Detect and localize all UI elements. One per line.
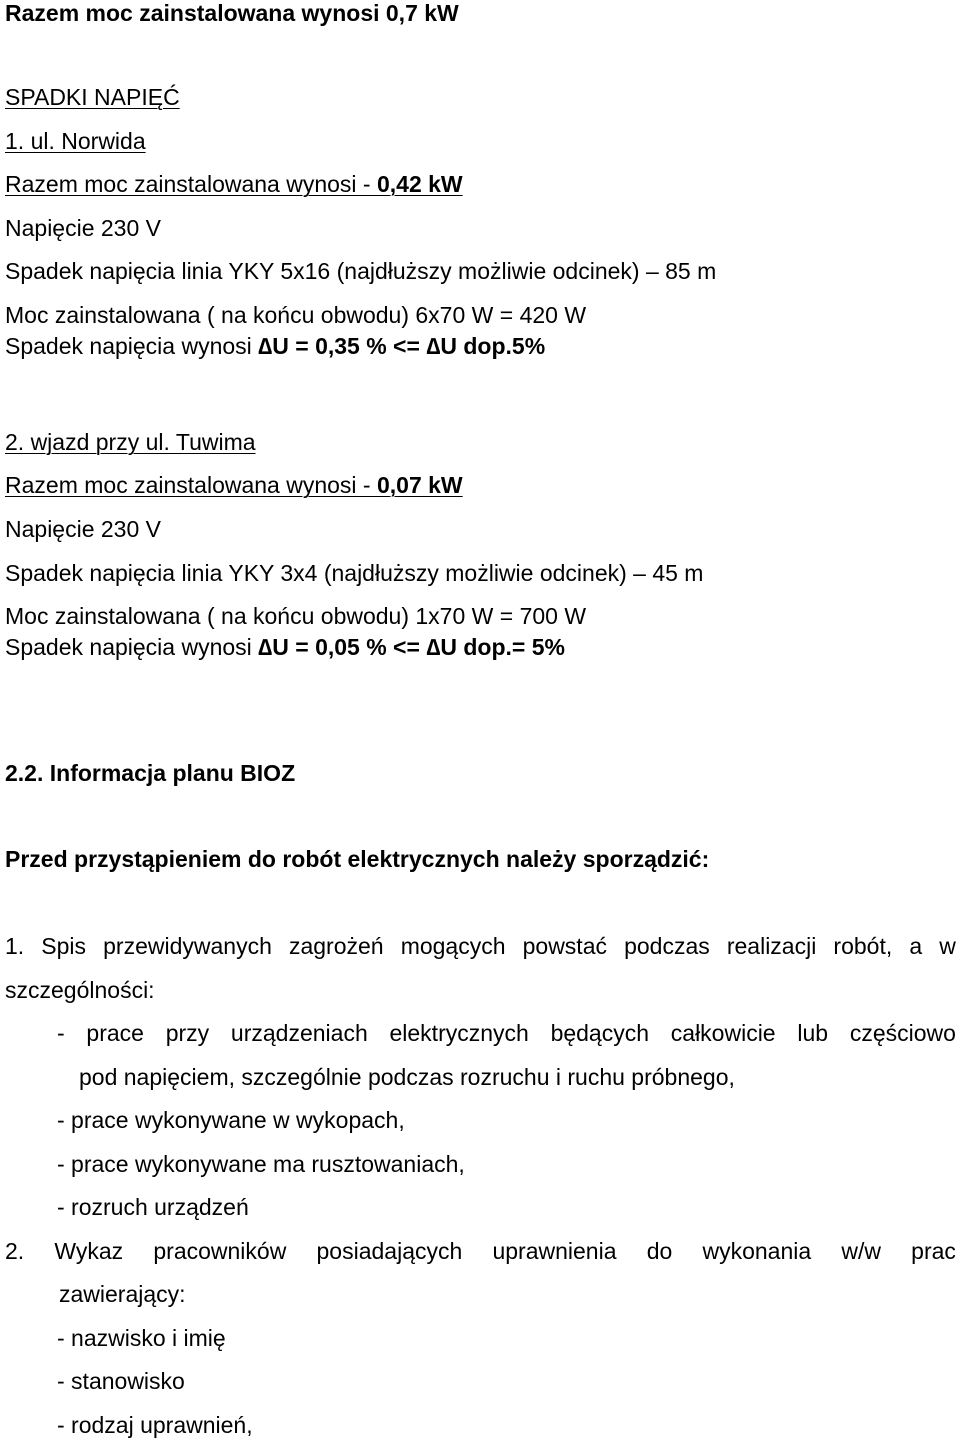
section1-drop-line <box>5 333 545 360</box>
word: pracowników <box>153 1238 287 1264</box>
word: 2. <box>5 1238 25 1264</box>
section1-title: 1. ul. Norwida <box>5 128 146 154</box>
word: 1. <box>5 933 25 959</box>
bioz-item1-line1 <box>5 933 956 960</box>
bioz-heading: 2.2. Informacja planu BIOZ <box>5 760 296 786</box>
word: urządzeniach <box>230 1020 368 1046</box>
hazard-item <box>57 1020 956 1047</box>
section1-installed: Moc zainstalowana ( na końcu obwodu) 6x70 W = 420 W <box>5 302 587 328</box>
word: przewidywanych <box>103 933 272 959</box>
section1-power-label: Razem moc zainstalowana wynosi - <box>5 171 377 197</box>
staff-item: - nazwisko i imię <box>57 1325 226 1351</box>
word: częściowo <box>849 1020 956 1046</box>
word: robót, <box>833 933 893 959</box>
section1-drop-value: ∆U = 0,35 % <= ∆U dop.5% <box>258 333 546 359</box>
hazard-item: - rozruch urządzeń <box>57 1194 249 1220</box>
staff-item: - stanowisko <box>57 1368 185 1394</box>
word: a <box>909 933 923 959</box>
section2-power-value: 0,07 kW <box>376 472 463 498</box>
section1-line-spec: Spadek napięcia linia YKY 5x16 (najdłuższy możliwie odcinek) – 85 m <box>5 258 717 284</box>
word: elektrycznych <box>389 1020 529 1046</box>
word: Wykaz <box>54 1238 124 1264</box>
staff-item: - rodzaj uprawnień, <box>57 1412 253 1438</box>
bioz-item2-line1 <box>5 1238 956 1265</box>
word: prace <box>86 1020 144 1046</box>
word: do <box>646 1238 673 1264</box>
word: lub <box>797 1020 829 1046</box>
section2-drop-value: ∆U = 0,05 % <= ∆U dop.= 5% <box>258 634 565 660</box>
section2-drop-label: Spadek napięcia wynosi <box>5 634 259 660</box>
section1-power-value: 0,42 kW <box>376 171 463 197</box>
word: powstać <box>522 933 607 959</box>
word: całkowicie <box>670 1020 776 1046</box>
section1-voltage: Napięcie 230 V <box>5 215 161 241</box>
word: podczas <box>624 933 710 959</box>
word: - <box>57 1020 65 1046</box>
bioz-item2-line2: zawierający: <box>59 1281 186 1307</box>
word: przy <box>165 1020 210 1046</box>
word: posiadających <box>316 1238 463 1264</box>
word: uprawnienia <box>492 1238 617 1264</box>
hazard-item: - prace wykonywane w wykopach, <box>57 1107 405 1133</box>
word: w <box>939 933 956 959</box>
section2-voltage: Napięcie 230 V <box>5 516 161 542</box>
word: Spis <box>41 933 87 959</box>
section2-title: 2. wjazd przy ul. Tuwima <box>5 429 256 455</box>
section2-drop-line <box>5 634 565 661</box>
hazard-item-continuation: pod napięciem, szczególnie podczas rozruchu i ruchu próbnego, <box>79 1064 735 1090</box>
word: mogących <box>400 933 506 959</box>
word: będących <box>550 1020 650 1046</box>
section2-line-spec: Spadek napięcia linia YKY 3x4 (najdłuższy możliwie odcinek) – 45 m <box>5 560 704 586</box>
section2-power-label: Razem moc zainstalowana wynosi - <box>5 472 377 498</box>
section2-power-line <box>5 472 463 499</box>
voltage-drops-heading: SPADKI NAPIĘĆ <box>5 84 180 110</box>
word: zagrożeń <box>288 933 384 959</box>
word: prac <box>911 1238 956 1264</box>
bioz-item1-line2: szczególności: <box>5 977 155 1003</box>
section2-installed: Moc zainstalowana ( na końcu obwodu) 1x70 W = 700 W <box>5 603 587 629</box>
section1-drop-label: Spadek napięcia wynosi <box>5 333 259 359</box>
section1-power-line <box>5 171 463 198</box>
bioz-intro: Przed przystąpieniem do robót elektrycznych należy sporządzić: <box>5 846 710 872</box>
word: realizacji <box>726 933 817 959</box>
hazard-item: - prace wykonywane ma rusztowaniach, <box>57 1151 465 1177</box>
word: w/w <box>841 1238 881 1264</box>
total-power-line: Razem moc zainstalowana wynosi 0,7 kW <box>5 0 459 26</box>
word: wykonania <box>702 1238 812 1264</box>
